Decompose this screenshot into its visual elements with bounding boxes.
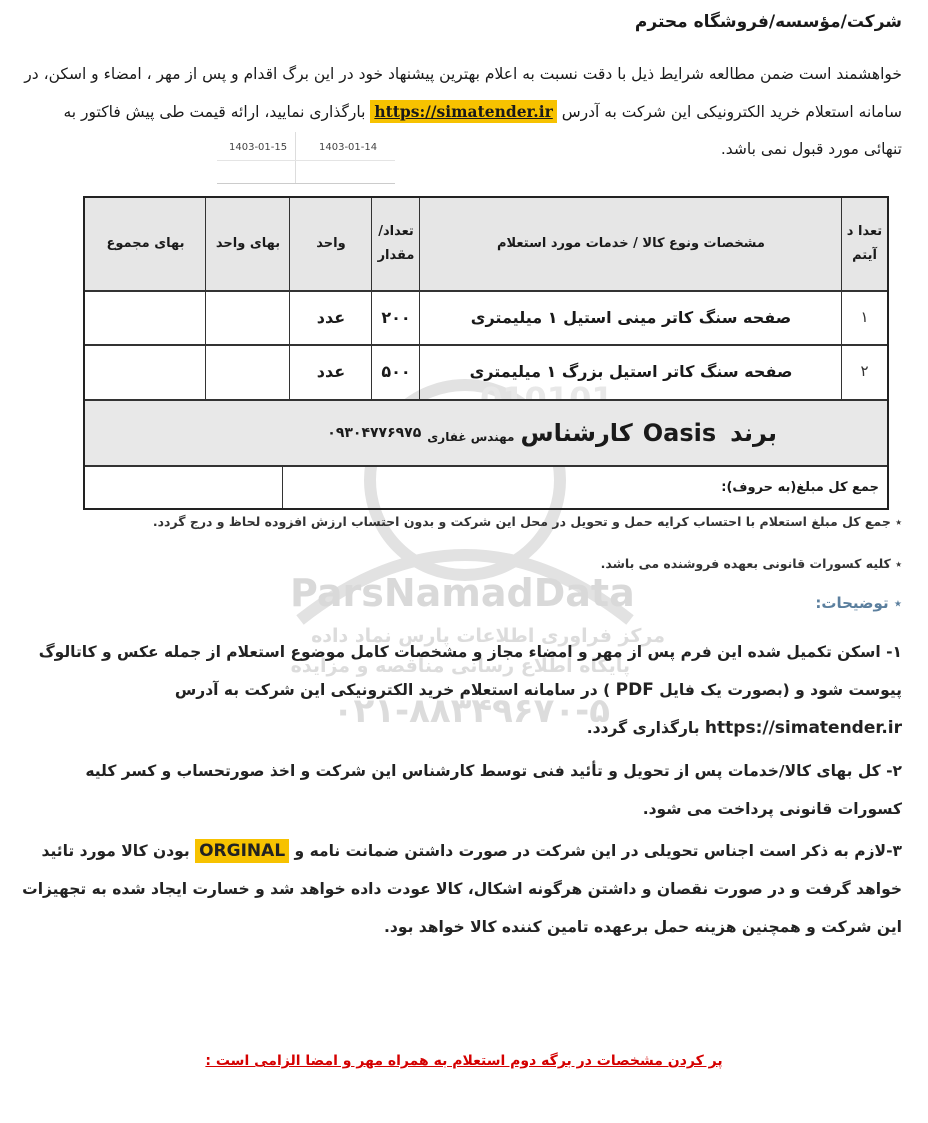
watermark-brand: ParsNamadData: [290, 571, 635, 615]
bullet-icon: ٭: [895, 514, 902, 529]
total-in-words-label: جمع کل مبلغ(به حروف):: [721, 479, 879, 495]
paragraph-1: [22, 633, 902, 747]
brand-name: Oasis: [642, 419, 717, 447]
watermark-line2: پایگاه اطلاع رسانی مناقصه و مزایده: [290, 655, 630, 677]
row-1-unit-price[interactable]: [206, 290, 290, 344]
p3-text-b: بودن کالا مورد تائید خواهد گرفت و در صورت نقصان و داشتن هرگونه اشکال، کالا عودت داده خواهد شد و خسارت ایجاد شده به تجهیزات این شرکت و همچنین هزینه حمل برعهده تامین کننده کالا خواهد بود.: [22, 842, 902, 936]
note-2-text: کلیه کسورات قانونی بعهده فروشنده می باشد.: [600, 556, 891, 571]
row-2-qty: ۵۰۰: [381, 361, 411, 381]
page-title: شرکت/مؤسسه/فروشگاه محترم: [634, 12, 902, 32]
watermark-phone: ۰۲۱-۸۸۳۴۹۶۷۰-۵: [332, 691, 610, 730]
row-2-total-price[interactable]: [85, 344, 206, 398]
intro-text-after: بارگذاری نمایید، ارائه قیمت طی پیش فاکتور به تنهائی مورد قبول نمی باشد.: [63, 103, 902, 158]
notes-heading: [22, 594, 902, 612]
watermark-line1: مرکز فراوری اطلاعات پارس نماد داده: [311, 625, 665, 647]
header-unit: واحد: [290, 198, 372, 290]
paragraph-2: ۲- کل بهای کالا/خدمات پس از تحویل و تأئید فنی توسط کارشناس این شرکت و اخذ صورتحساب و کسر کلیه کسورات قانونی پرداخت می شود.: [85, 762, 902, 818]
simatender-link[interactable]: https://simatender.ir: [370, 100, 556, 123]
header-row-no: تعدا د آیتم: [842, 198, 887, 290]
bullet-icon: ٭: [893, 594, 902, 612]
header-total-price: بهای مجموع: [85, 198, 206, 290]
p1-url-link[interactable]: https://simatender.ir: [704, 718, 902, 738]
footer-text: پر کردن مشخصات در برگه دوم استعلام به همراه مهر و امضا الزامی است :: [205, 1053, 723, 1069]
engineer-phone: ۰۹۳۰۴۷۷۶۹۷۵: [327, 425, 422, 441]
row-2-unit-price[interactable]: [206, 344, 290, 398]
brand-row: [85, 400, 887, 466]
header-unit-price: بهای واحد: [206, 198, 290, 290]
row-1-qty: ۲۰۰: [381, 307, 411, 327]
row-2-description: صفحه سنگ کاتر استیل بزرگ ۱ میلیمتری: [469, 361, 793, 381]
p3-text-a: ۳-لازم به ذکر است اجناس تحویلی در این شرکت در صورت داشتن ضمانت نامه و: [289, 842, 902, 860]
footer-notice: [0, 1053, 928, 1069]
header-qty: تعداد/ مقدار: [372, 198, 420, 290]
p1-text-b: ) در سامانه استعلام خرید الکترونیکی این شرکت به آدرس: [174, 681, 616, 699]
row-1-no: ۱: [860, 308, 869, 326]
row-1-description: صفحه سنگ کاتر مینی استیل ۱ میلیمتری: [470, 307, 792, 327]
dates-box: [217, 132, 395, 184]
original-badge: ORGINAL: [195, 839, 289, 863]
expert-label: کارشناس: [520, 419, 633, 447]
note-1-text: جمع کل مبلغ استعلام با احتساب کرایه حمل و تحویل در محل این شرکت و بدون احتساب ارزش افزوده لحاظ و درج گردد.: [152, 514, 891, 529]
p1-pdf: PDF: [615, 680, 654, 700]
date-2: 1403-01-14: [319, 142, 378, 153]
intro-text-before: خواهشمند است ضمن مطالعه شرایط ذیل با دقت نسبت به اعلام بهترین پیشنهاد خود در این برگ اقدام و پس از مهر ، امضاء و اسکن، در سامانه استعلام خرید الکترونیکی این شرکت به آدرس: [24, 65, 902, 121]
date-1: 1403-01-15: [229, 142, 288, 153]
header-description: مشخصات ونوع کالا / خدمات مورد استعلام: [420, 198, 842, 290]
p1-text-a: ۱- اسکن تکمیل شده این فرم پس از مهر و امضاء مجاز و مشخصات کامل موضوع استعلام از جمله عکس و کاتالوگ پیوست شود و (بصورت یک فایل: [38, 643, 902, 699]
items-table: [83, 196, 889, 510]
p1-text-c: بارگذاری گردد.: [586, 719, 705, 737]
row-2-unit: عدد: [316, 361, 346, 381]
row-1-total-price[interactable]: [85, 290, 206, 344]
engineer-name: مهندس غفاری: [427, 430, 515, 444]
note-total-terms: [22, 514, 902, 529]
bullet-icon: ٭: [895, 556, 902, 571]
notes-heading-text: توضیحات:: [815, 594, 889, 612]
paragraph-3: [22, 832, 902, 946]
row-1-unit: عدد: [316, 307, 346, 327]
brand-label: برند: [730, 419, 777, 447]
row-2-no: ۲: [860, 362, 869, 380]
note-deductions: [22, 556, 902, 571]
intro-paragraph: [22, 56, 902, 168]
